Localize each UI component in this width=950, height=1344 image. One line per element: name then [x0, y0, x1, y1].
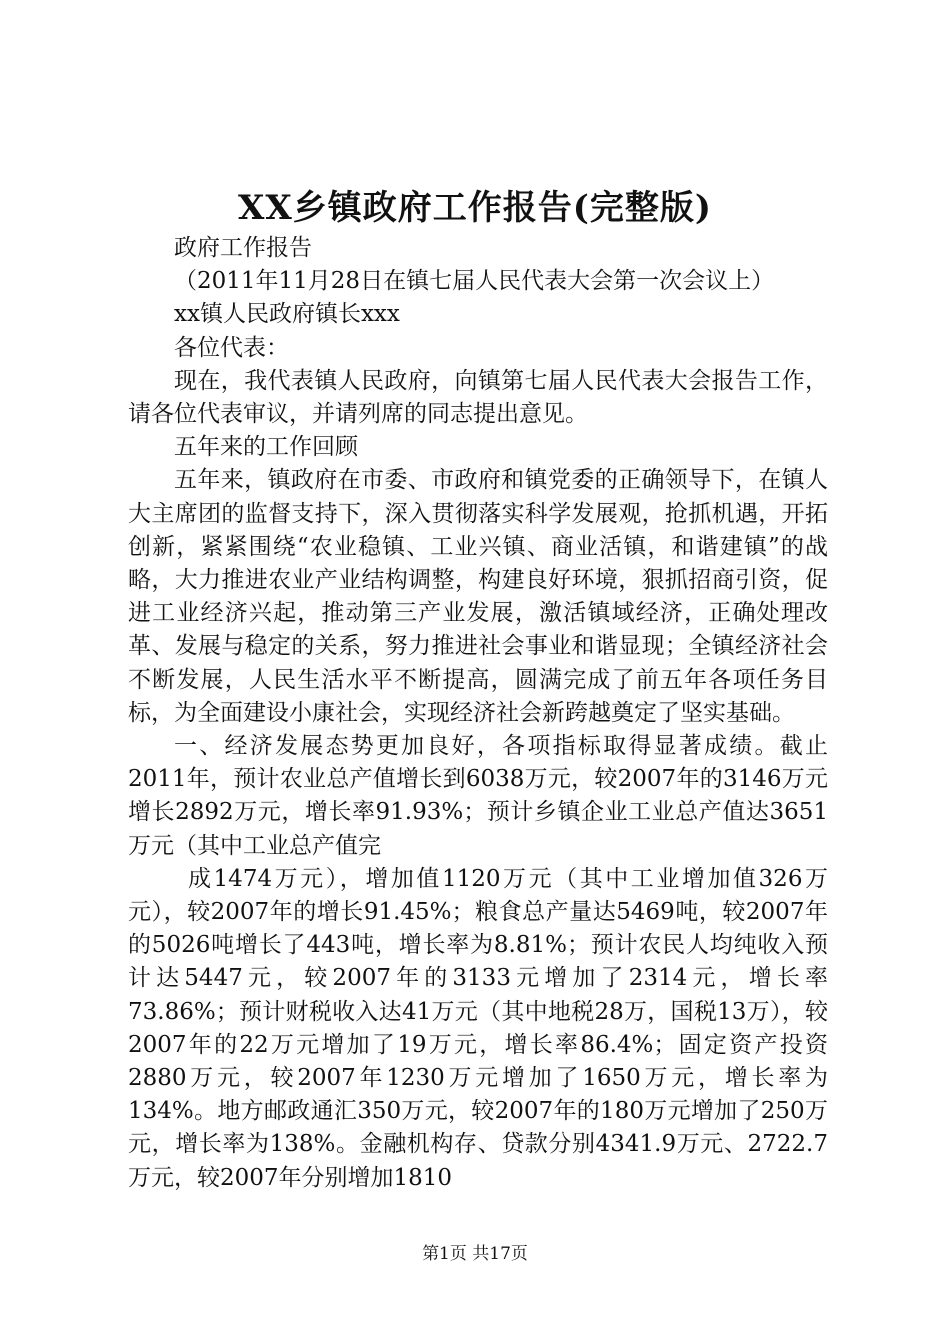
paragraph-salutation: 各位代表：: [174, 334, 289, 361]
paragraph-economy: 一、经济发展态势更加良好，各项指标取得显著成绩。截止2011年，预计农业总产值增长到6038万元，较2007年的3146万元增长2892万元，增长率91.93%；预计乡镇企业工业总产值达3651万元（其中工业总产值完: [128, 733, 828, 859]
paragraph-date-venue: （2011年11月28日在镇七届人民代表大会第一次会议上）: [174, 268, 775, 295]
page-footer: 第1页 共17页: [422, 1244, 528, 1264]
paragraph-intro: 现在，我代表镇人民政府，向镇第七届人民代表大会报告工作，请各位代表审议，并请列席的同志提出意见。: [128, 367, 828, 428]
paragraph-heading-report: 政府工作报告: [174, 235, 312, 261]
paragraph-speaker: xx镇人民政府镇长xxx: [174, 301, 400, 328]
paragraph-review: 五年来，镇政府在市委、市政府和镇党委的正确领导下，在镇人大主席团的监督支持下，深入贯彻落实科学发展观，抢抓机遇，开拓创新，紧紧围绕“农业稳镇、工业兴镇、商业活镇，和谐建镇”的战略，大力推进农业产业结构调整，构建良好环境，狠抓招商引资，促进工业经济兴起，推动第三产业发展，激活镇域经济，正确处理改革、发展与稳定的关系，努力推进社会事业和谐显现；全镇经济社会不断发展，人民生活水平不断提高，圆满完成了前五年各项任务目标，为全面建设小康社会，实现经济社会新跨越奠定了坚实基础。: [128, 467, 828, 726]
paragraph-section-heading: 五年来的工作回顾: [174, 434, 358, 461]
document-body: [128, 232, 828, 1195]
document-title: XX乡镇政府工作报告(完整版): [238, 188, 712, 228]
paragraph-economy-continued: 成1474万元），增加值1120万元（其中工业增加值326万元），较2007年的增长91.45%；粮食总产量达5469吨，较2007年的5026吨增长了443吨，增长率为8.81%；预计农民人均纯收入预计达5447元，较2007年的3133元增加了2314元，增长率73.86%；预计财税收入达41万元（其中地税28万，国税13万），较2007年的22万元增加了19万元，增长率86.4%；固定资产投资2880万元，较2007年1230万元增加了1650万元，增长率为134%。地方邮政通汇350万元，较2007年的180万元增加了250万元，增长率为138%。金融机构存、贷款分别4341.9万元、2722.7万元，较2007年分别增加1810: [128, 865, 828, 1191]
